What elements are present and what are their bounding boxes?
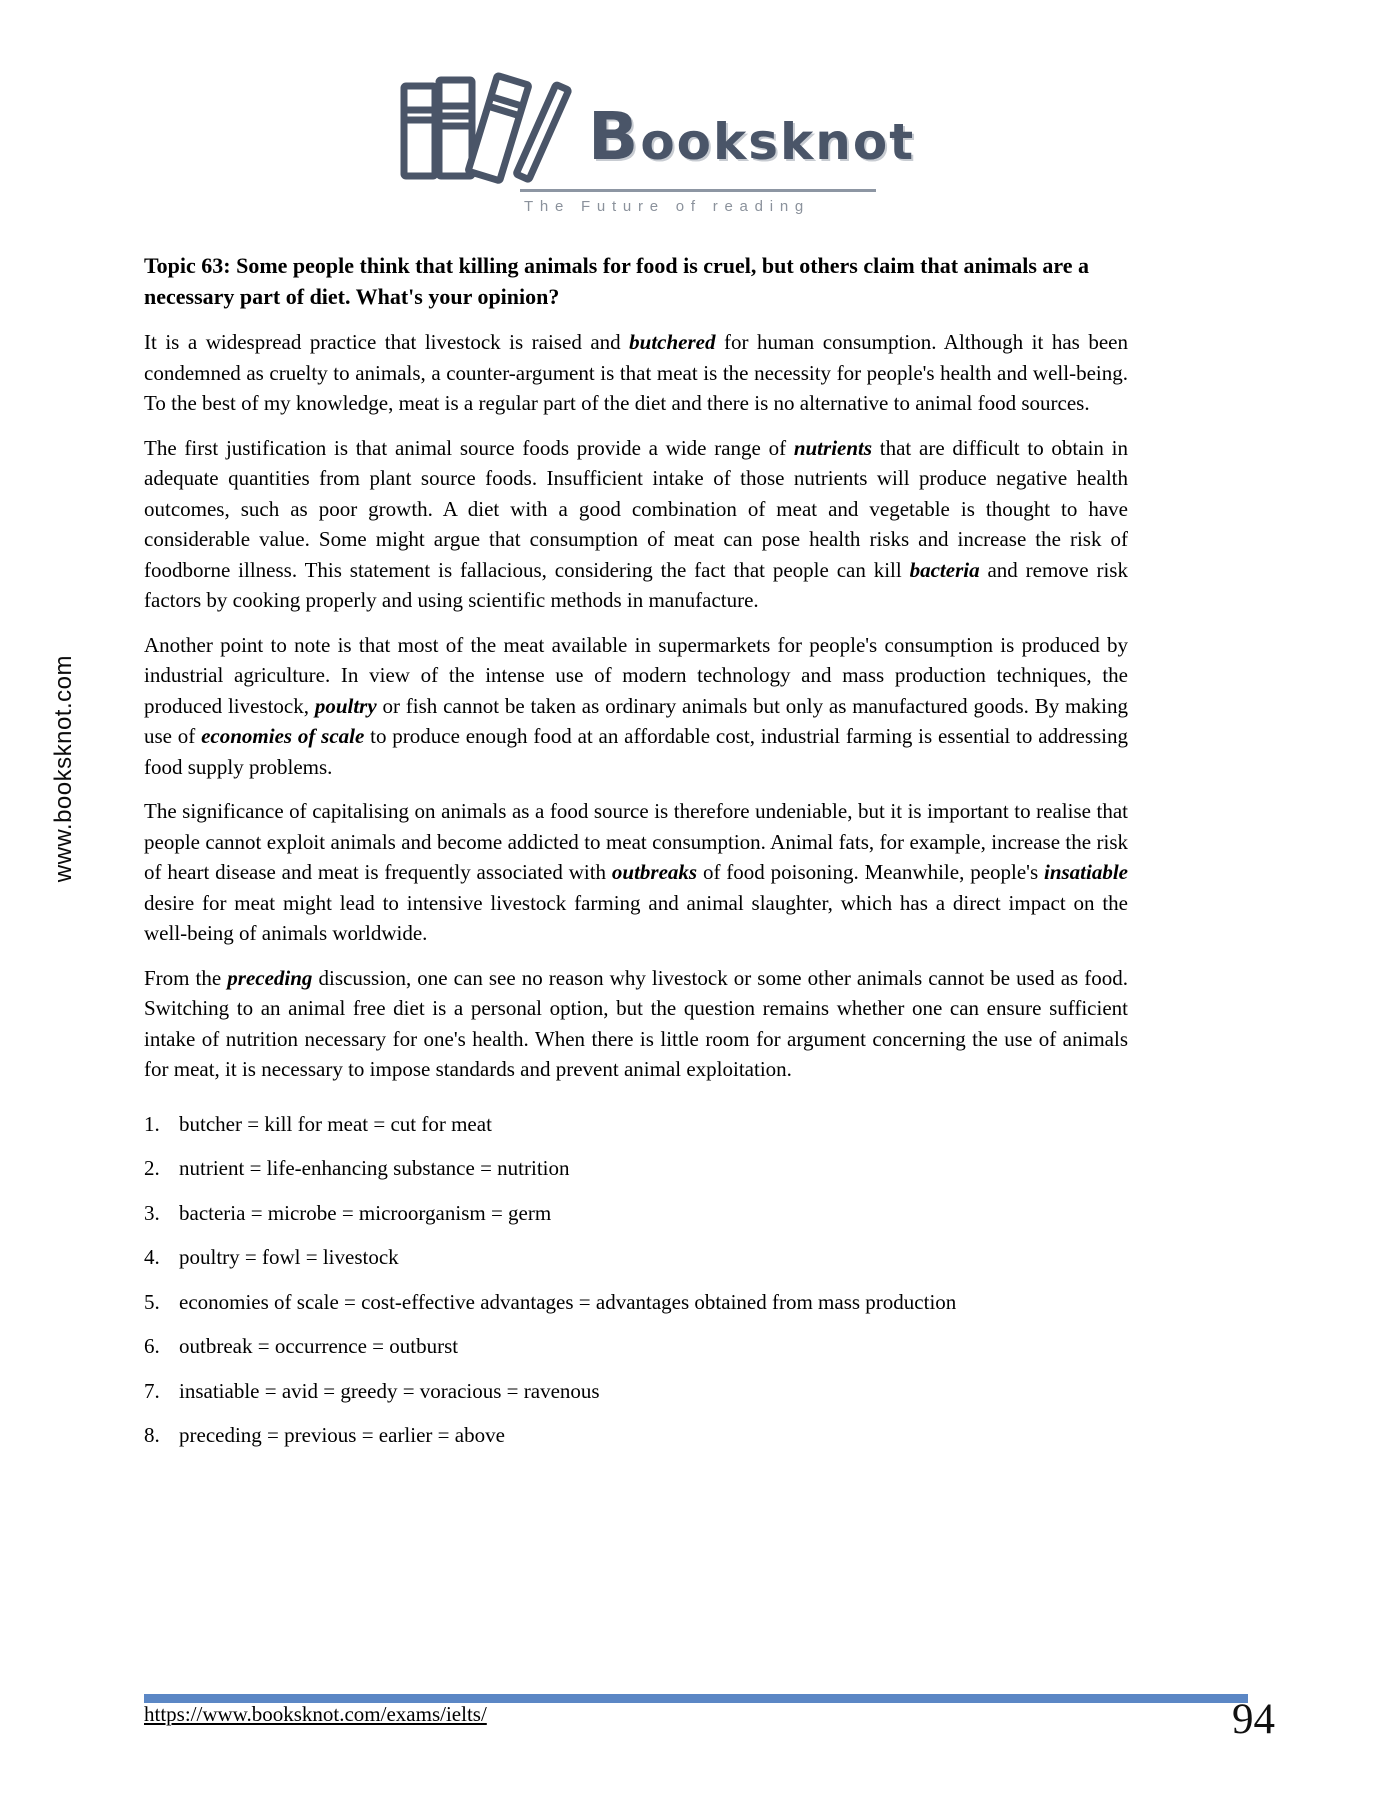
essay-paragraph-3: Another point to note is that most of the meat available in supermarkets for people's consumption is produced by industrial agriculture. In view of the intense use of modern technology and mass production techniques, the produced livestock, poultry or fish cannot be taken as ordinary animals but only as manufactured goods. By making use of economies of scale to produce enough food at an affordable cost, industrial farming is essential to addressing food supply problems.: [144, 632, 1129, 779]
vocab-item-text: outbreak = occurrence = outburst: [179, 1334, 459, 1358]
vocab-item-number: 3.: [144, 1200, 160, 1225]
vocab-item-5: [144, 1287, 1128, 1318]
booksknot-logo: [392, 58, 916, 223]
vocab-item-3: [144, 1198, 1128, 1229]
topic-title: Topic 63: Some people think that killing animals for food is cruel, but others claim that animals are a necessary part of diet. What's your opinion?: [144, 253, 1090, 309]
vocab-item-8: [144, 1420, 1128, 1451]
vocab-item-text: poultry = fowl = livestock: [179, 1245, 399, 1269]
brand-tagline: The Future of reading: [524, 198, 811, 215]
essay-paragraph-5: From the preceding discussion, one can see no reason why livestock or some other animals cannot be used as food. Switching to an animal free diet is a personal option, but the question remains whether one can ensure sufficient intake of nutrition necessary for one's health. When there is little room for argument concerning the use of animals for meat, it is necessary to impose standards and prevent animal exploitation.: [144, 965, 1128, 1081]
vocab-item-4: [144, 1242, 1128, 1273]
vocab-item-text: preceding = previous = earlier = above: [179, 1423, 505, 1447]
vocab-item-number: 8.: [144, 1423, 160, 1447]
vocab-list: [144, 1109, 1128, 1451]
vocab-item-6: [144, 1331, 1128, 1362]
vocab-item-text: nutrient = life-enhancing substance = nutrition: [179, 1156, 570, 1180]
essay-paragraph-1: It is a widespread practice that livestock is raised and butchered for human consumption. Although it has been condemned as cruelty to animals, a counter-argument is that meat is the necessity for people's health and well-being. To the best of my knowledge, meat is a regular part of the diet and there is no alternative to animal food sources.: [144, 330, 1128, 415]
vocab-item-1: [144, 1109, 1128, 1140]
vocab-item-text: economies of scale = cost-effective advantages = advantages obtained from mass production: [179, 1289, 957, 1314]
page-number: 94: [1232, 1696, 1275, 1743]
vocab-item-2: [144, 1153, 1128, 1184]
books-icon: [392, 58, 577, 188]
vocab-item-number: 7.: [144, 1378, 160, 1403]
vocab-item-text: butcher = kill for meat = cut for meat: [179, 1111, 492, 1136]
vocab-item-7: [144, 1376, 1128, 1407]
logo-divider: [520, 189, 876, 192]
essay-paragraph-4: The significance of capitalising on animals as a food source is therefore undeniable, but it is important to realise that people cannot exploit animals and become addicted to meat consumption. Animal fats, for example, increase the risk of heart disease and meat is frequently associated with outbreaks of food poisoning. Meanwhile, people's insatiable desire for meat might lead to intensive livestock farming and animal slaughter, which has a direct impact on the well-being of animals worldwide.: [144, 799, 1128, 945]
vocab-item-number: 6.: [144, 1334, 160, 1358]
vocab-item-text: bacteria = microbe = microorganism = germ: [179, 1200, 552, 1225]
vocab-item-number: 2.: [144, 1156, 160, 1180]
vocab-item-number: 1.: [144, 1111, 160, 1136]
brand-wordmark: Booksknot: [588, 98, 916, 175]
side-watermark-url: www.booksknot.com: [50, 655, 77, 883]
essay-paragraph-2: The first justification is that animal source foods provide a wide range of nutrients that are difficult to obtain in adequate quantities from plant source foods. Insufficient intake of those nutrients will produce negative health outcomes, such as poor growth. A diet with a good combination of meat and vegetable is thought to have considerable value. Some might argue that consumption of meat can pose health risks and increase the risk of foodborne illness. This statement is fallacious, considering the fact that people can kill bacteria and remove risk factors by cooking properly and using scientific methods in manufacture.: [144, 435, 1128, 612]
vocab-item-number: 5.: [144, 1289, 160, 1314]
footer-link[interactable]: https://www.booksknot.com/exams/ielts/: [144, 1702, 487, 1726]
vocab-item-text: insatiable = avid = greedy = voracious = ravenous: [179, 1378, 600, 1403]
essay-content: [144, 250, 1128, 1465]
vocab-item-number: 4.: [144, 1245, 160, 1269]
